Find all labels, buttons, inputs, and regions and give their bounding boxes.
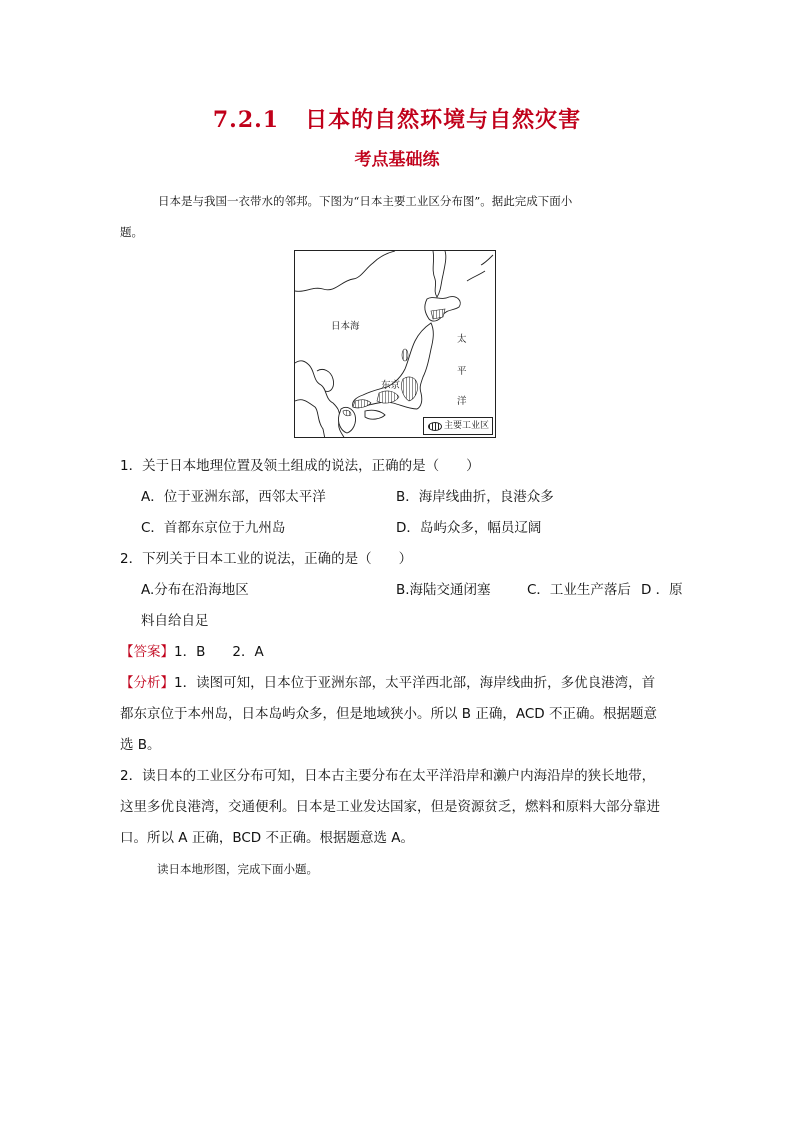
analysis-p1-line-3: 选 B。 bbox=[120, 737, 161, 753]
q1-option-d: D．岛屿众多，幅员辽阔 bbox=[396, 520, 542, 536]
japan-industrial-map bbox=[294, 250, 496, 438]
intro-line-2: 题。 bbox=[120, 225, 143, 239]
q1-option-c: C．首都东京位于九州岛 bbox=[141, 520, 286, 536]
analysis-p1-line-2: 都东京位于本州岛，日本岛屿众多，但是地域狭小。所以 B 正确，ACD 不正确。根据题意 bbox=[120, 706, 657, 722]
pacific-label-1: 太 bbox=[457, 334, 467, 345]
q2-option-d-continuation: 料自给自足 bbox=[141, 613, 209, 629]
tokyo-label: 东京 bbox=[381, 380, 401, 391]
q1-option-a: A．位于亚洲东部，西邻太平洋 bbox=[141, 489, 326, 505]
analysis-label: 【分析】 bbox=[120, 675, 174, 691]
industrial-zone-swatch bbox=[428, 422, 442, 431]
answer-line bbox=[120, 642, 264, 662]
question-2-stem: 2．下列关于日本工业的说法，正确的是（ ） bbox=[120, 551, 413, 567]
analysis-p2-line-2: 这里多优良港湾，交通便利。日本是工业发达国家，但是资源贫乏，燃料和原料大部分靠进 bbox=[120, 799, 660, 815]
page-title bbox=[0, 103, 794, 134]
answer-text: 1．B 2．A bbox=[174, 644, 264, 660]
q2-option-d: D ．原 bbox=[641, 582, 683, 598]
q2-option-c: C．工业生产落后 bbox=[527, 582, 631, 598]
pacific-label-3: 洋 bbox=[457, 396, 467, 407]
sea-of-japan-label: 日本海 bbox=[331, 321, 360, 332]
map-legend bbox=[423, 417, 493, 435]
analysis-p1-line-1: 【分析】1．读图可知，日本位于亚洲东部，太平洋西北部，海岸线曲折，多优良港湾，首 bbox=[120, 675, 656, 691]
section-title: 日本的自然环境与自然灾害 bbox=[305, 107, 582, 133]
intro-line-1: 日本是与我国一衣带水的邻邦。下图为“日本主要工业区分布图”。据此完成下面小 bbox=[158, 194, 573, 208]
legend-label: 主要工业区 bbox=[444, 421, 490, 431]
next-section-intro: 读日本地形图，完成下面小题。 bbox=[157, 862, 318, 876]
analysis-p2-line-1: 2．读日本的工业区分布可知，日本古主要分布在太平洋沿岸和濑户内海沿岸的狭长地带， bbox=[120, 768, 656, 784]
pacific-label-2: 平 bbox=[457, 366, 467, 377]
question-1-stem: 1．关于日本地理位置及领土组成的说法，正确的是（ ） bbox=[120, 458, 480, 474]
answer-label: 【答案】 bbox=[120, 644, 174, 660]
page-subtitle: 考点基础练 bbox=[354, 150, 440, 170]
analysis-p2-line-3: 口。所以 A 正确，BCD 不正确。根据题意选 A。 bbox=[120, 830, 414, 846]
q1-option-b: B．海岸线曲折，良港众多 bbox=[396, 489, 554, 505]
analysis-block bbox=[120, 668, 680, 854]
q2-option-b: B.海陆交通闭塞 bbox=[396, 582, 491, 598]
q2-option-a: A.分布在沿海地区 bbox=[141, 582, 249, 598]
section-number: 7.2.1 bbox=[212, 107, 280, 133]
intro-text bbox=[120, 186, 680, 248]
